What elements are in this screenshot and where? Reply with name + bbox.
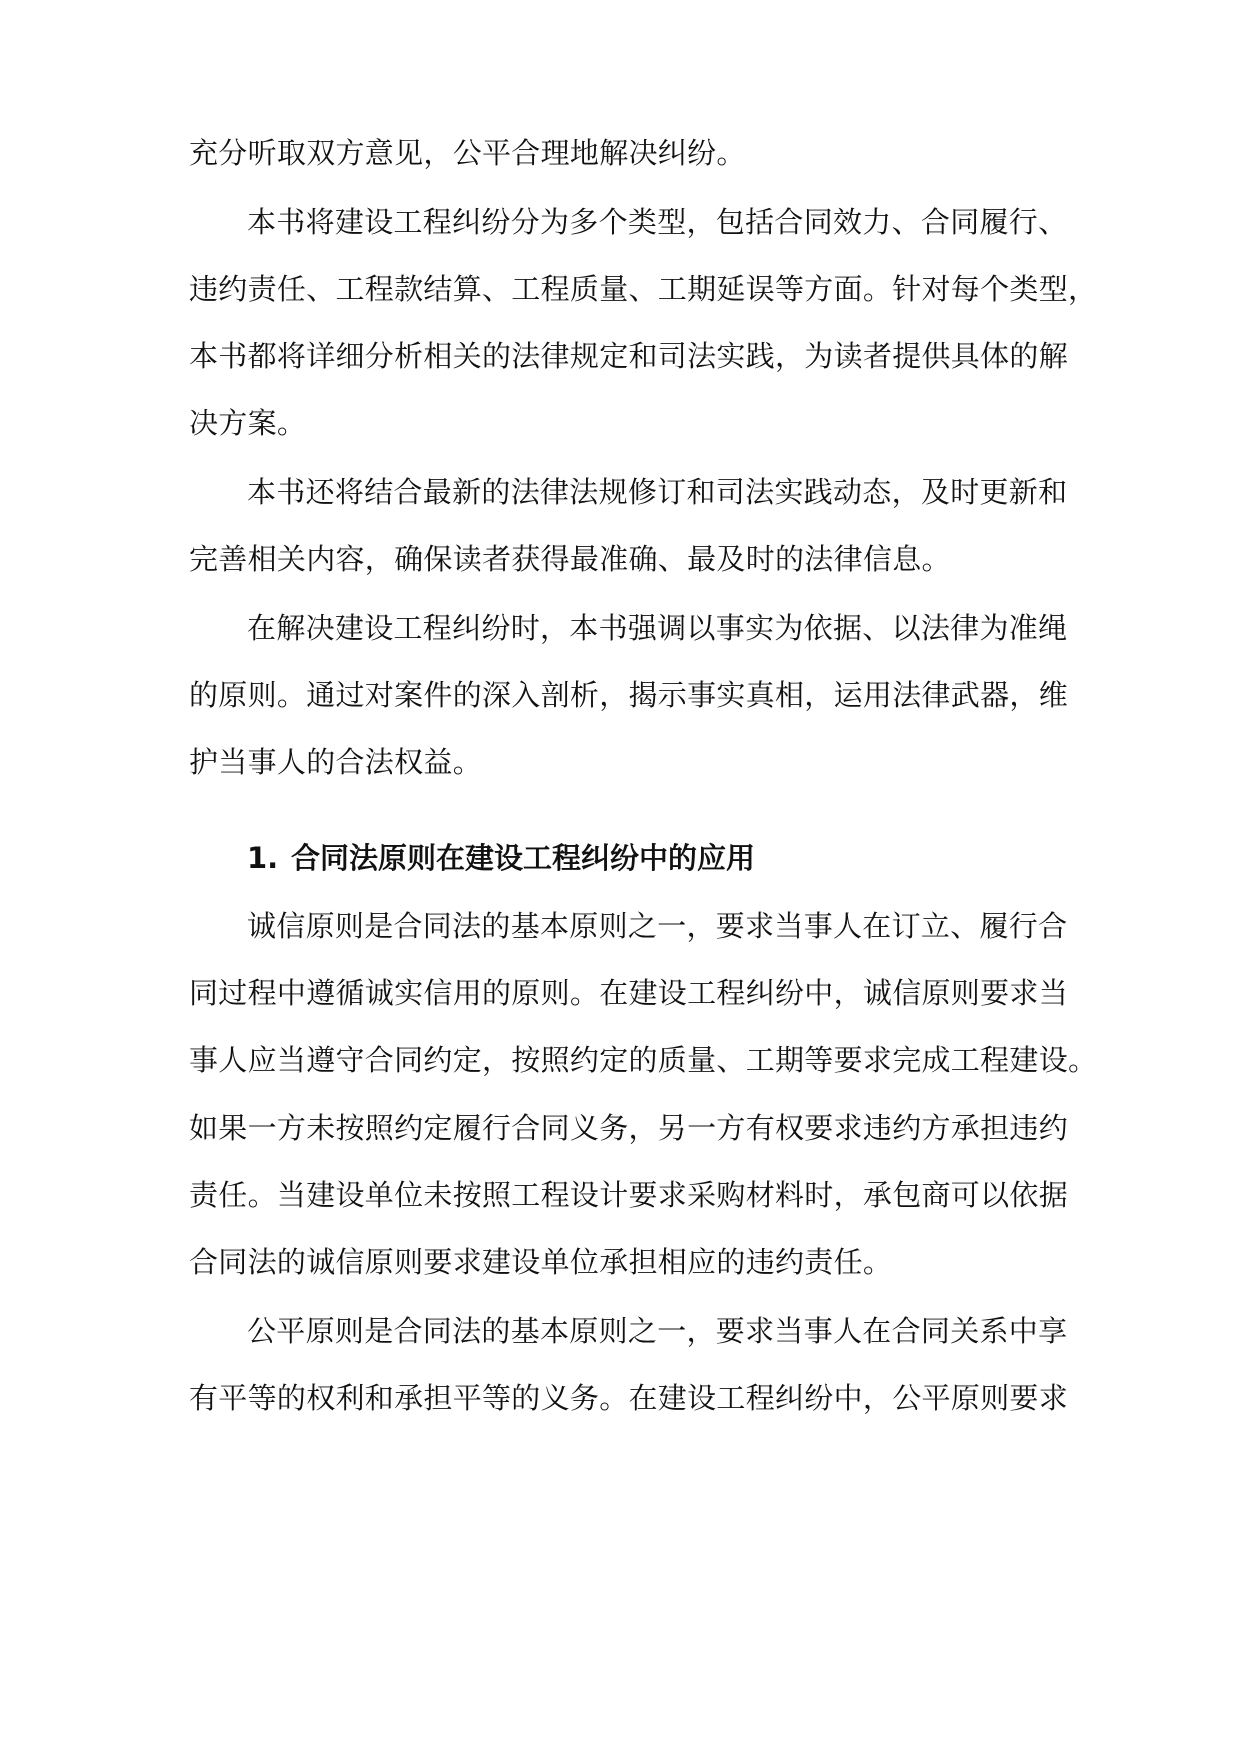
paragraph-line: 事人应当遵守合同约定，按照约定的质量、工期等要求完成工程建设。 bbox=[189, 1043, 1098, 1077]
paragraph-line: 责任。当建设单位未按照工程设计要求采购材料时，承包商可以依据 bbox=[189, 1178, 1069, 1212]
paragraph-line: 本书将建设工程纠纷分为多个类型，包括合同效力、合同履行、 bbox=[247, 205, 1068, 239]
section-heading bbox=[247, 838, 1069, 878]
paragraph-line: 决方案。 bbox=[189, 406, 307, 440]
paragraph-line: 本书还将结合最新的法律法规修订和司法实践动态，及时更新和 bbox=[247, 475, 1068, 509]
paragraph-line: 本书都将详细分析相关的法律规定和司法实践，为读者提供具体的解 bbox=[189, 339, 1069, 373]
paragraph-line: 如果一方未按照约定履行合同义务，另一方有权要求违约方承担违约 bbox=[189, 1111, 1069, 1145]
paragraph-line: 诚信原则是合同法的基本原则之一，要求当事人在订立、履行合 bbox=[247, 909, 1068, 943]
paragraph-line: 完善相关内容，确保读者获得最准确、最及时的法律信息。 bbox=[189, 542, 951, 576]
paragraph-line: 公平原则是合同法的基本原则之一，要求当事人在合同关系中享 bbox=[247, 1314, 1068, 1348]
paragraph-line: 护当事人的合法权益。 bbox=[189, 745, 483, 779]
paragraph-line: 违约责任、工程款结算、工程质量、工期延误等方面。针对每个类型， bbox=[189, 272, 1098, 306]
section-title: 合同法原则在建设工程纠纷中的应用 bbox=[291, 841, 756, 875]
paragraph-line: 充分听取双方意见，公平合理地解决纠纷。 bbox=[189, 136, 746, 170]
paragraph-line: 同过程中遵循诚实信用的原则。在建设工程纠纷中，诚信原则要求当 bbox=[189, 976, 1069, 1010]
paragraph-line: 合同法的诚信原则要求建设单位承担相应的违约责任。 bbox=[189, 1245, 893, 1279]
paragraph-line: 在解决建设工程纠纷时，本书强调以事实为依据、以法律为准绳 bbox=[247, 611, 1068, 645]
paragraph-line: 有平等的权利和承担平等的义务。在建设工程纠纷中，公平原则要求 bbox=[189, 1381, 1069, 1415]
paragraph-line: 的原则。通过对案件的深入剖析，揭示事实真相，运用法律武器，维 bbox=[189, 678, 1069, 712]
section-number: 1. bbox=[247, 841, 279, 875]
